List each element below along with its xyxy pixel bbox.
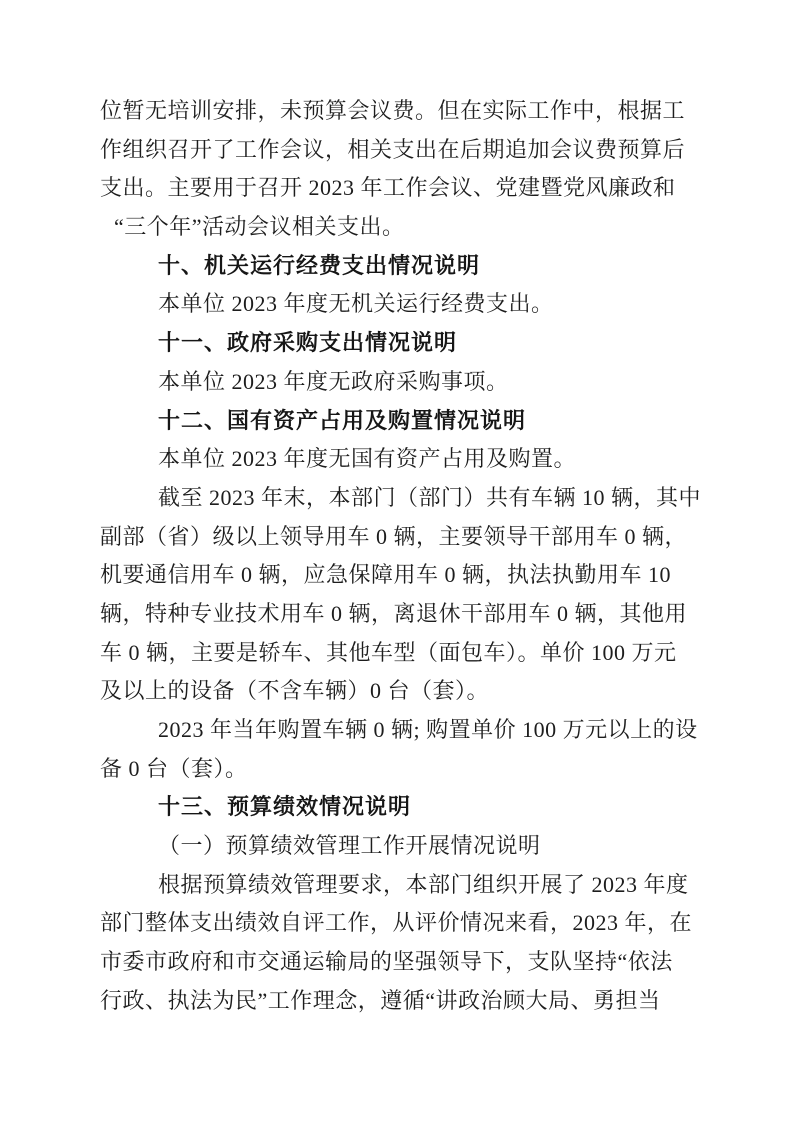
body-line: 部门整体支出绩效自评工作，从评价情况来看，2023 年，在 (100, 910, 693, 936)
body-line: 备 0 台（套）。 (100, 755, 248, 781)
body-line: 车 0 辆，主要是轿车、其他车型（面包车）。单价 100 万元 (100, 639, 677, 665)
body-line: “三个年”活动会议相关支出。 (114, 214, 405, 240)
body-line: 2023 年当年购置车辆 0 辆; 购置单价 100 万元以上的设 (158, 717, 698, 742)
subsection-heading: （一）预算绩效管理工作开展情况说明 (158, 833, 541, 859)
body-line: 行政、执法为民”工作理念，遵循“讲政治顾大局、勇担当 (100, 987, 661, 1013)
document-text (100, 92, 720, 1021)
body-line: 本单位 2023 年度无国有资产占用及购置。 (158, 446, 577, 472)
body-line: 本单位 2023 年度无机关运行经费支出。 (158, 291, 554, 317)
body-line: 支出。主要用于召开 2023 年工作会议、党建暨党风廉政和 (100, 175, 676, 201)
body-line: 作组织召开了工作会议，相关支出在后期追加会议费预算后 (100, 136, 686, 162)
body-line: 市委市政府和市交通运输局的坚强领导下，支队坚持“依法 (100, 949, 673, 975)
body-line: 辆，特种专业技术用车 0 辆，离退休干部用车 0 辆，其他用 (100, 600, 688, 626)
body-line: 截至 2023 年末，本部门（部门）共有车辆 10 辆，其中 (158, 484, 702, 510)
section-heading: 十三、预算绩效情况说明 (158, 794, 412, 820)
body-line: 根据预算绩效管理要求，本部门组织开展了 2023 年度 (158, 871, 689, 897)
body-line: 副部（省）级以上领导用车 0 辆，主要领导干部用车 0 辆， (100, 523, 688, 549)
body-line: 及以上的设备（不含车辆）0 台（套）。 (100, 678, 490, 704)
body-line: 机要通信用车 0 辆，应急保障用车 0 辆，执法执勤用车 10 (100, 562, 672, 588)
body-line: 本单位 2023 年度无政府采购事项。 (158, 368, 509, 394)
section-heading: 十一、政府采购支出情况说明 (158, 330, 458, 356)
section-heading: 十、机关运行经费支出情况说明 (158, 252, 481, 278)
section-heading: 十二、国有资产占用及购置情况说明 (158, 407, 527, 433)
body-line: 位暂无培训安排，未预算会议费。但在实际工作中，根据工 (100, 98, 686, 123)
